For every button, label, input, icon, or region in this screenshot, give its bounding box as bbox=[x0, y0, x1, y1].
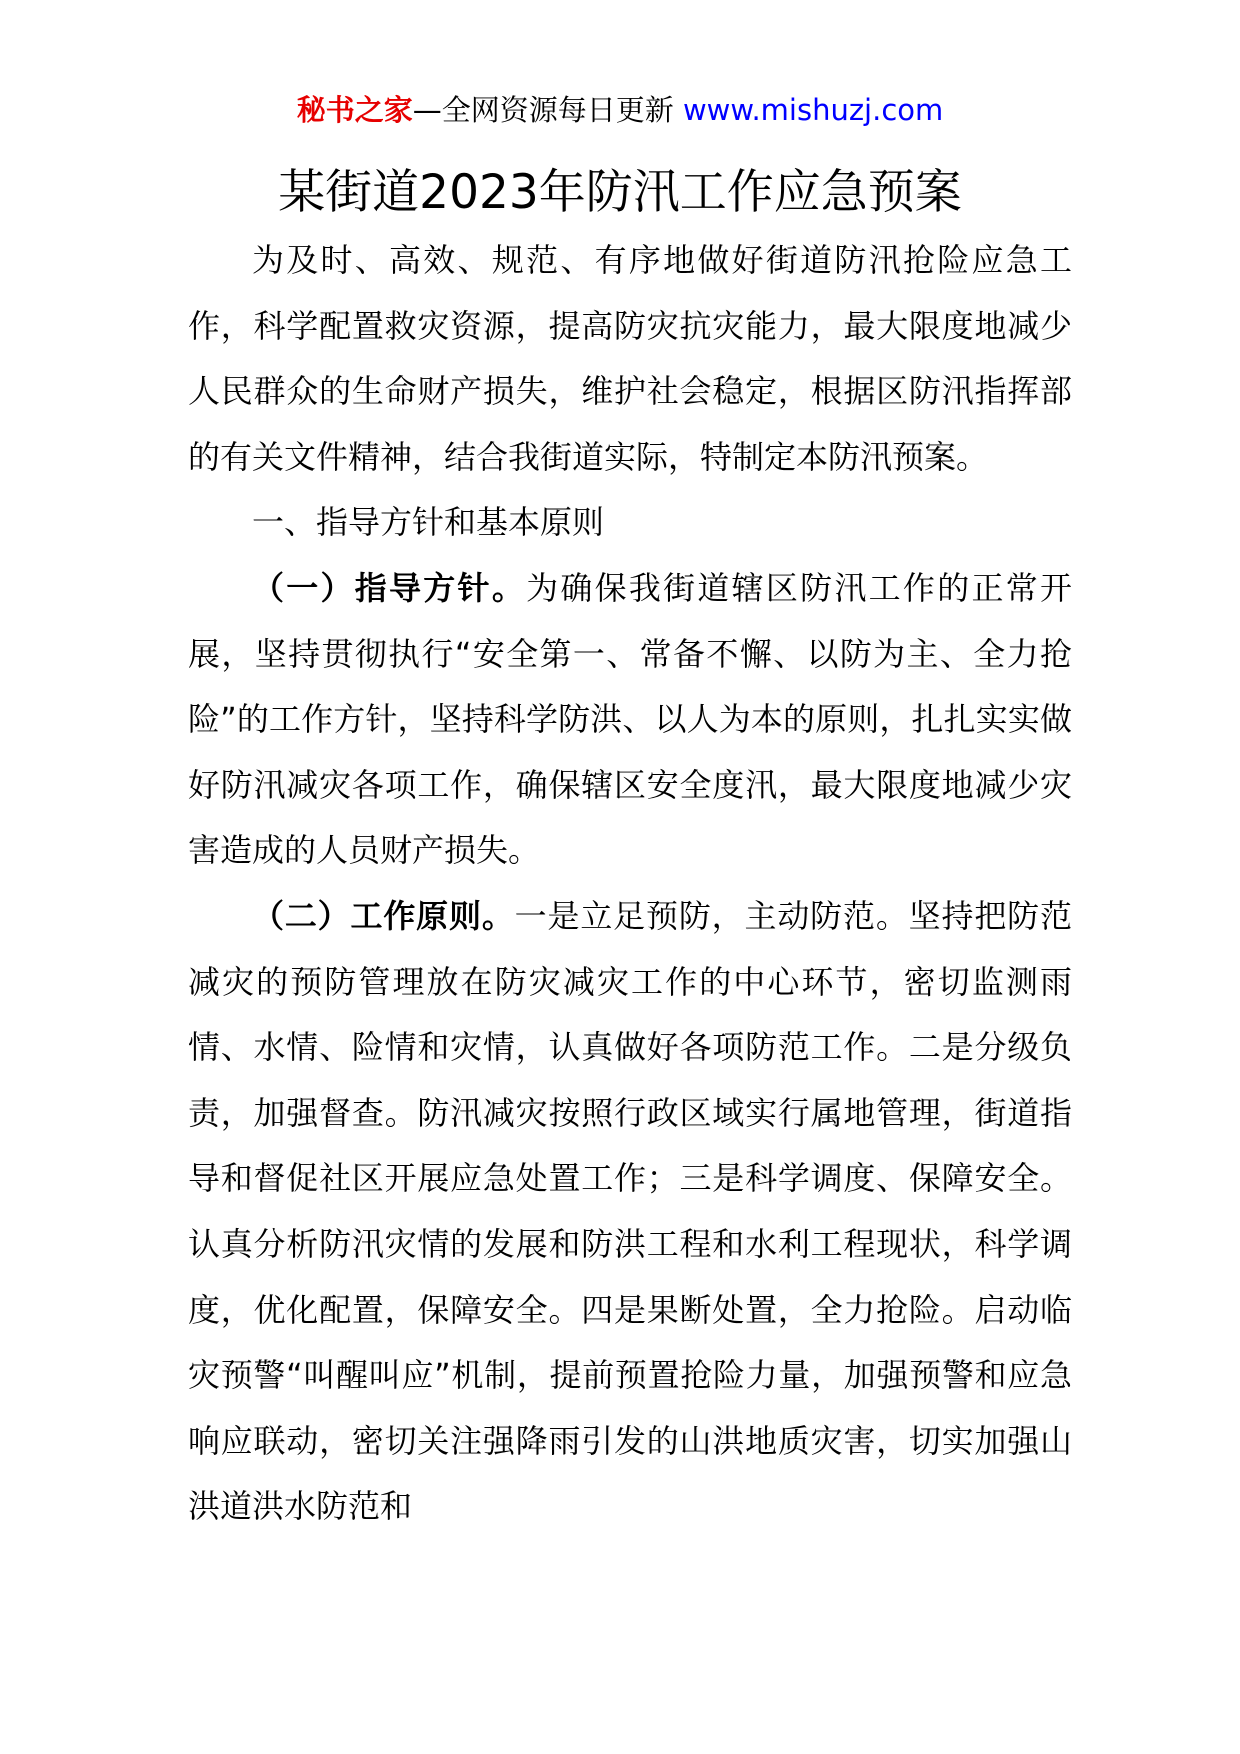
work-principles-paragraph bbox=[188, 884, 1072, 1540]
site-header bbox=[0, 90, 1240, 130]
site-url-link[interactable]: www.mishuzj.com bbox=[682, 93, 944, 127]
guiding-policy-heading: （一）指导方针。 bbox=[252, 568, 527, 607]
guiding-policy-paragraph bbox=[188, 556, 1072, 884]
section-heading-1: 一、指导方针和基本原则 bbox=[252, 503, 605, 542]
document-title: 某街道2023年防汛工作应急预案 bbox=[278, 165, 962, 220]
intro-paragraph: 为及时、高效、规范、有序地做好街道防汛抢险应急工作，科学配置救灾资源，提高防灾抗灾能力，最大限度地减少人民群众的生命财产损失，维护社会稳定，根据区防汛指挥部的有关文件精神，结合我街道实际，特制定本防汛预案。 bbox=[188, 241, 1072, 476]
work-principles-text: 一是立足预防，主动防范。坚持把防范减灾的预防管理放在防灾减灾工作的中心环节，密切监测雨情、水情、险情和灾情，认真做好各项防范工作。二是分级负责，加强督查。防汛减灾按照行政区域实行属地管理，街道指导和督促社区开展应急处置工作；三是科学调度、保障安全。认真分析防汛灾情的发展和防洪工程和水利工程现状，科学调度，优化配置，保障安全。四是果断处置，全力抢险。启动临灾预警“叫醒叫应”机制，提前预置抢险力量，加强预警和应急响应联动，密切关注强降雨引发的山洪地质灾害，切实加强山洪道洪水防范和 bbox=[188, 896, 1072, 1526]
site-brand: 秘书之家 bbox=[296, 93, 413, 127]
site-tagline: —全网资源每日更新 bbox=[412, 93, 674, 127]
guiding-policy-text: 为确保我街道辖区防汛工作的正常开展，坚持贯彻执行“安全第一、常备不懈、以防为主、全力抢险”的工作方针，坚持科学防洪、以人为本的原则，扎扎实实做好防汛减灾各项工作，确保辖区安全度汛，最大限度地减少灾害造成的人员财产损失。 bbox=[188, 568, 1072, 870]
document-body bbox=[188, 228, 1072, 1540]
work-principles-heading: （二）工作原则。 bbox=[252, 896, 515, 935]
